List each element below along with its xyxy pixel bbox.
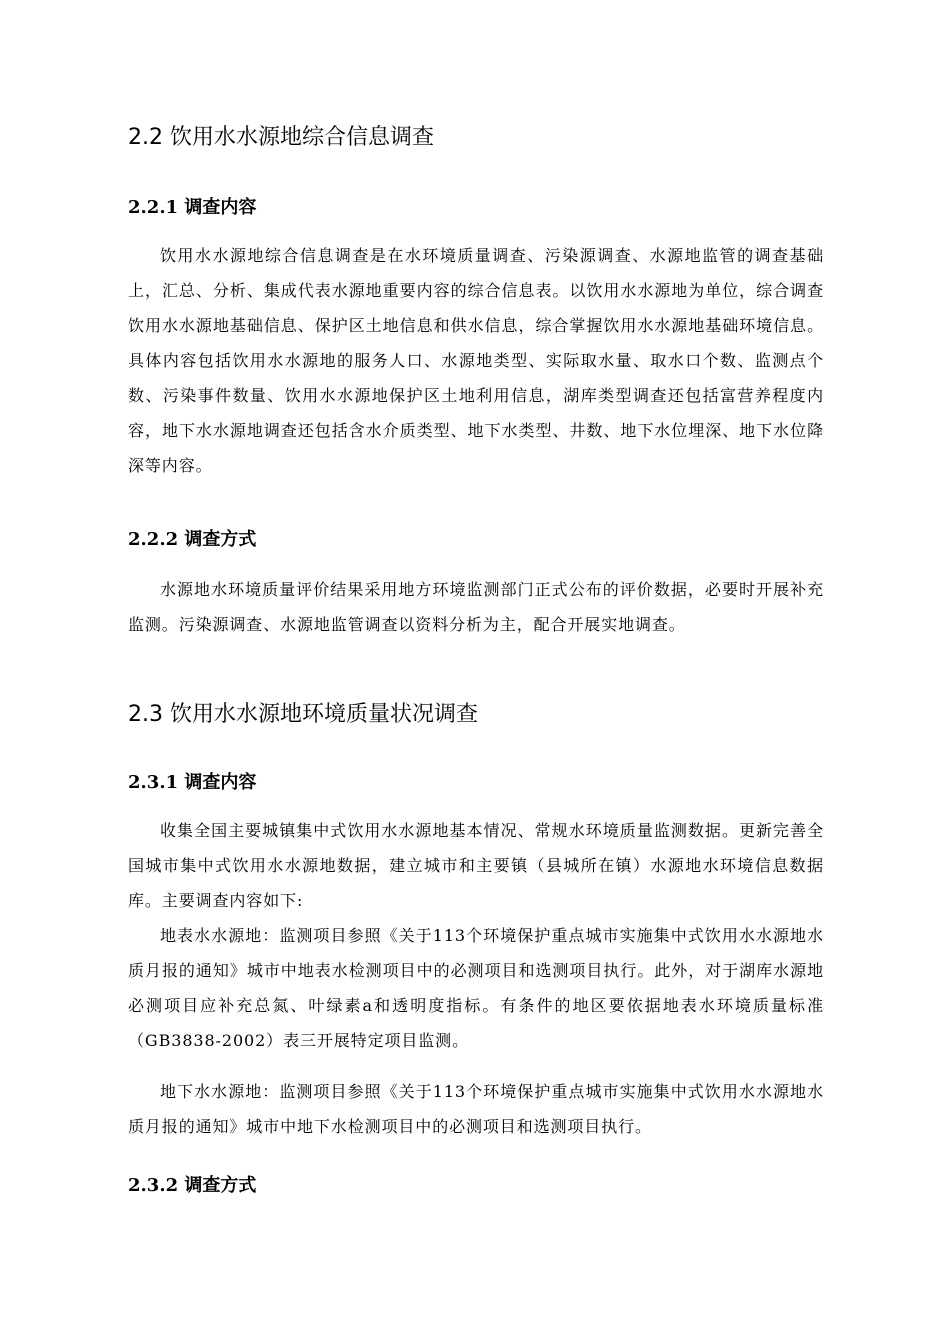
subsection-heading-2-2-1: 2.2.1 调查内容 [128,197,257,218]
paragraph-2-2-1-content: 饮用水水源地综合信息调查是在水环境质量调查、污染源调查、水源地监管的调查基础上，汇总、分析、集成代表水源地重要内容的综合信息表。以饮用水水源地为单位，综合调查饮用水水源地基础信息、保护区土地信息和供水信息，综合掌握饮用水水源地基础环境信息。具体内容包括饮用水水源地的服务人口、水源地类型、实际取水量、取水口个数、监测点个数、污染事件数量、饮用水水源地保护区土地利用信息，湖库类型调查还包括富营养程度内容，地下水水源地调查还包括含水介质类型、地下水类型、井数、地下水位埋深、地下水位降深等内容。 [128,246,824,475]
subsection-heading-2-3-1: 2.3.1 调查内容 [128,772,257,793]
section-heading-2-2: 2.2 饮用水水源地综合信息调查 [128,125,434,150]
subsection-heading-2-3-2: 2.3.2 调查方式 [128,1175,257,1196]
paragraph-2-2-2-method: 水源地水环境质量评价结果采用地方环境监测部门正式公布的评价数据，必要时开展补充监测。污染源调查、水源地监管调查以资料分析为主，配合开展实地调查。 [128,580,824,634]
section-heading-2-3: 2.3 饮用水水源地环境质量状况调查 [128,702,478,727]
subsection-heading-2-2-2: 2.2.2 调查方式 [128,529,257,550]
paragraph-2-3-1-intro: 收集全国主要城镇集中式饮用水水源地基本情况、常规水环境质量监测数据。更新完善全国城市集中式饮用水水源地数据，建立城市和主要镇（县城所在镇）水源地水环境信息数据库。主要调查内容如下: [128,821,824,910]
paragraph-2-3-1-surface-water: 地表水水源地：监测项目参照《关于113个环境保护重点城市实施集中式饮用水水源地水质月报的通知》城市中地表水检测项目中的必测项目和选测项目执行。此外，对于湖库水源地必测项目应补充总氮、叶绿素a和透明度指标。有条件的地区要依据地表水环境质量标准（GB3838-2002）表三开展特定项目监测。 [128,926,824,1050]
paragraph-2-3-1-groundwater: 地下水水源地：监测项目参照《关于113个环境保护重点城市实施集中式饮用水水源地水质月报的通知》城市中地下水检测项目中的必测项目和选测项目执行。 [128,1082,824,1136]
